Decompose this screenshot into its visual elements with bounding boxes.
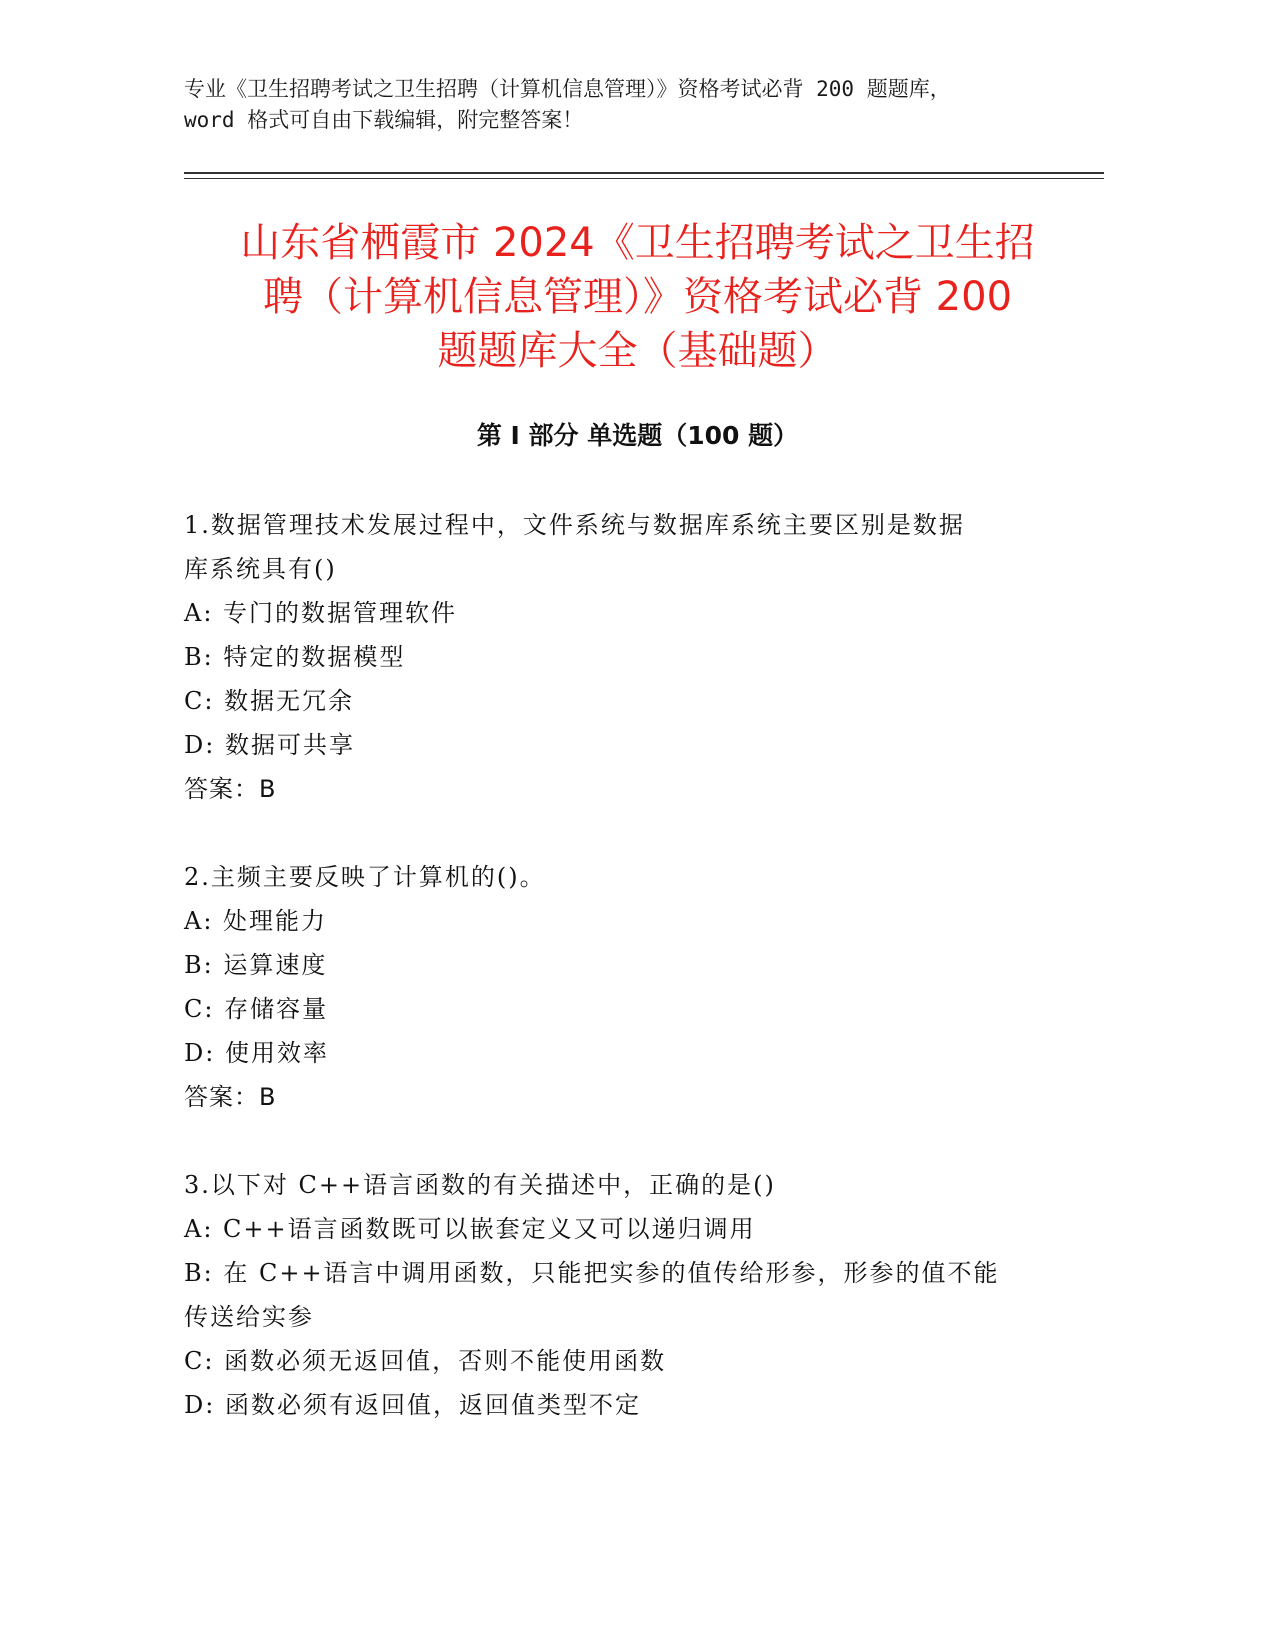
option-d: D: 函数必须有返回值，返回值类型不定 — [184, 1391, 641, 1419]
question-3 — [184, 1163, 1084, 1427]
option-c: C: 数据无冗余 — [184, 687, 355, 715]
document-title-line-3: 题题库大全（基础题） — [437, 328, 838, 374]
option-b: B: 运算速度 — [184, 951, 328, 979]
answer-line: 答案：B — [184, 1083, 277, 1111]
answer-line: 答案：B — [184, 775, 277, 803]
header-note — [184, 74, 1104, 136]
header-divider-thick — [184, 172, 1104, 174]
question-stem: 2.主频主要反映了计算机的()。 — [184, 863, 546, 891]
option-c: C: 存储容量 — [184, 995, 329, 1023]
option-d: D: 数据可共享 — [184, 731, 355, 759]
header-divider-thin — [184, 178, 1104, 179]
header-note-line-2: word 格式可自由下载编辑，附完整答案！ — [184, 108, 584, 132]
question-1 — [184, 503, 1084, 811]
option-b-continued: 传送给实参 — [184, 1303, 314, 1331]
document-title-line-2: 聘（计算机信息管理）》资格考试必背 200 — [262, 274, 1013, 320]
option-c: C: 函数必须无返回值，否则不能使用函数 — [184, 1347, 667, 1375]
question-2 — [184, 855, 1084, 1119]
question-stem: 3.以下对 C++语言函数的有关描述中，正确的是() — [184, 1171, 776, 1199]
document-title-line-1: 山东省栖霞市 2024《卫生招聘考试之卫生招 — [240, 220, 1035, 266]
question-stem: 1.数据管理技术发展过程中，文件系统与数据库系统主要区别是数据 — [184, 511, 965, 539]
option-a: A: 处理能力 — [184, 907, 328, 935]
option-d: D: 使用效率 — [184, 1039, 329, 1067]
option-b: B: 在 C++语言中调用函数，只能把实参的值传给形参，形参的值不能 — [184, 1259, 1000, 1287]
question-list — [184, 503, 1084, 1471]
question-stem-continued: 库系统具有() — [184, 555, 337, 583]
section-heading: 第 I 部分 单选题（100 题） — [476, 421, 799, 450]
option-a: A: 专门的数据管理软件 — [184, 599, 458, 627]
option-b: B: 特定的数据模型 — [184, 643, 406, 671]
header-note-line-1: 专业《卫生招聘考试之卫生招聘（计算机信息管理）》资格考试必背 200 题题库， — [184, 77, 951, 101]
document-title — [150, 216, 1125, 378]
option-a: A: C++语言函数既可以嵌套定义又可以递归调用 — [184, 1215, 756, 1243]
